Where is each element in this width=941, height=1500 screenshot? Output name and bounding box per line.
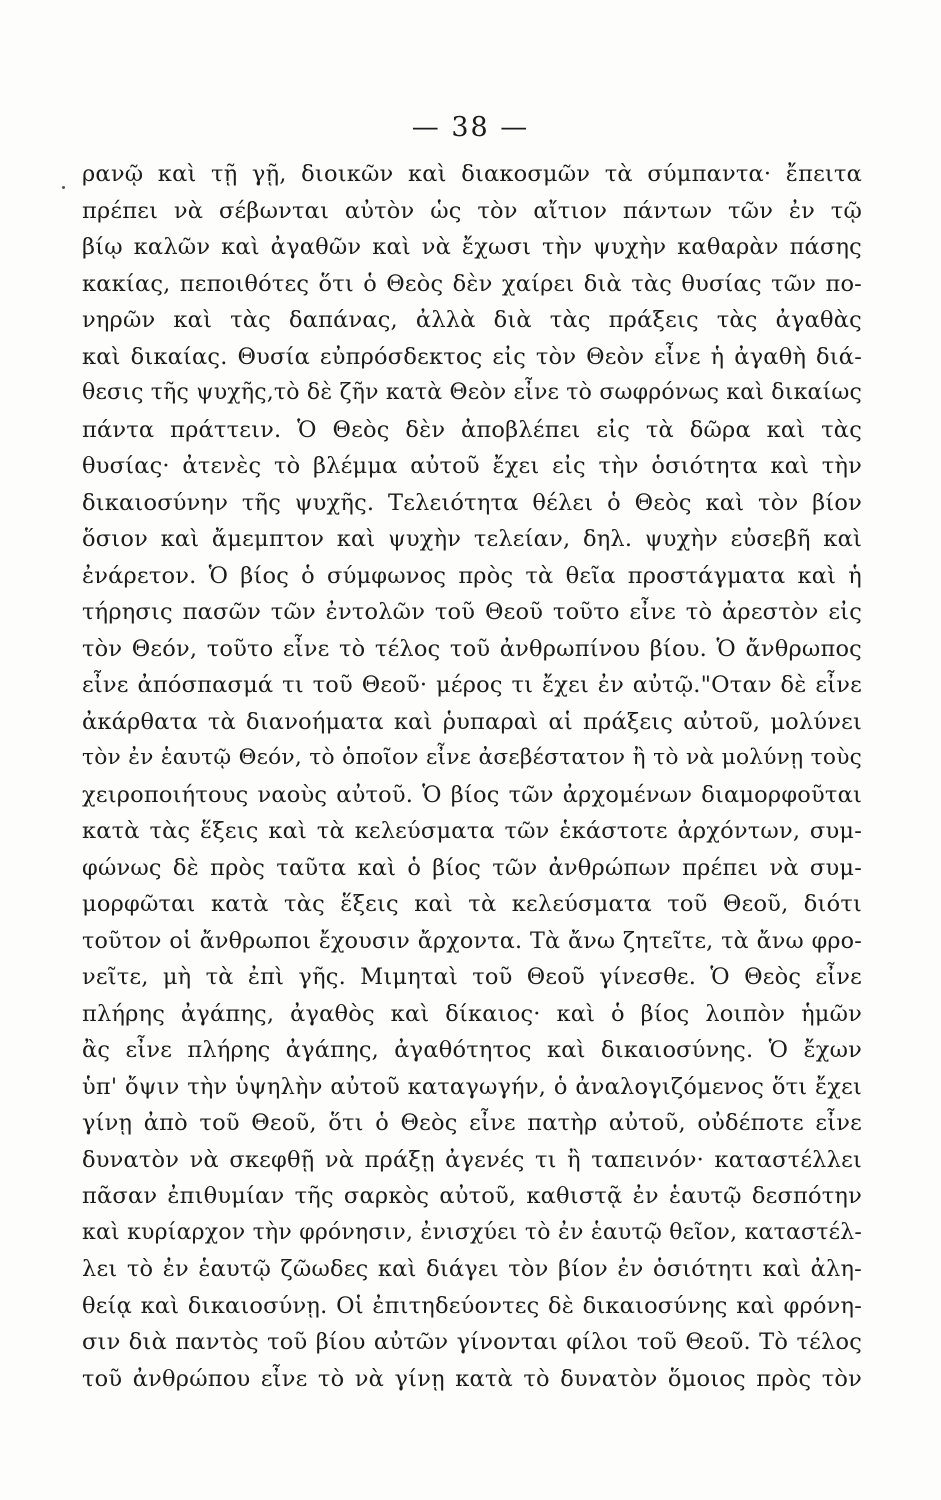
- text-line: πλήρης ἀγάπης, ἀγαθὸς καὶ δίκαιος· καὶ ὁ βίος λοιπὸν ἡμῶν: [82, 1000, 862, 1027]
- text-line: χειροποιήτους ναοὺς αὐτοῦ. Ὁ βίος τῶν ἀρχομένων διαμορφοῦται: [82, 781, 862, 808]
- text-line: ὑπ' ὄψιν τὴν ὑψηλὴν αὐτοῦ καταγωγήν, ὁ ἀναλογιζόμενος ὅτι ἔχει: [82, 1073, 862, 1100]
- text-line: νεῖτε, μὴ τὰ ἐπὶ γῆς. Μιμηταὶ τοῦ Θεοῦ γίνεσθε. Ὁ Θεὸς εἶνε: [82, 964, 862, 990]
- text-line: βίῳ καλῶν καὶ ἀγαθῶν καὶ νὰ ἔχωσι τὴν ψυχὴν καθαρὰν πάσης: [82, 234, 862, 260]
- text-line: μορφῶται κατὰ τὰς ἕξεις καὶ τὰ κελεύσματα τοῦ Θεοῦ, διότι: [82, 891, 862, 917]
- text-line: τοῦ ἀνθρώπου εἶνε τὸ νὰ γίνῃ κατὰ τὸ δυνατὸν ὅμοιος πρὸς τὸν: [82, 1365, 862, 1392]
- text-line: λει τὸ ἐν ἑαυτῷ ζῶωδες καὶ διάγει τὸν βίον ἐν ὁσιότητι καὶ ἀλη-: [82, 1256, 862, 1282]
- text-line: τὸν ἐν ἑαυτῷ Θεόν, τὸ ὁποῖον εἶνε ἀσεβέστατον ἢ τὸ νὰ μολύνῃ τοὺς: [82, 745, 862, 770]
- body-text: [82, 156, 862, 1397]
- text-line: ὅσιον καὶ ἄμεμπτον καὶ ψυχὴν τελείαν, δηλ. ψυχὴν εὐσεβῆ καὶ: [82, 526, 862, 552]
- text-line: καὶ δικαίας. Θυσία εὐπρόσδεκτος εἰς τὸν Θεὸν εἶνε ἡ ἀγαθὴ διά-: [82, 343, 862, 370]
- text-line: πᾶσαν ἐπιθυμίαν τῆς σαρκὸς αὐτοῦ, καθιστᾷ ἐν ἑαυτῷ δεσπότην: [82, 1183, 862, 1209]
- page-number: — 38 —: [411, 112, 530, 143]
- text-line: θεσις τῆς ψυχῆς,τὸ δὲ ζῆν κατὰ Θεὸν εἶνε τὸ σωφρόνως καὶ δικαίως: [82, 380, 863, 405]
- text-line: ἀκάρθατα τὰ διανοήματα καὶ ῥυπαραὶ αἱ πράξεις αὐτοῦ, μολύνει: [82, 708, 862, 735]
- text-line: κατὰ τὰς ἕξεις καὶ τὰ κελεύσματα τῶν ἑκάστοτε ἀρχόντων, συμ-: [82, 818, 862, 844]
- text-line: δικαιοσύνην τῆς ψυχῆς. Τελειότητα θέλει ὁ Θεὸς καὶ τὸν βίον: [82, 489, 862, 516]
- text-line: φώνως δὲ πρὸς ταῦτα καὶ ὁ βίος τῶν ἀνθρώπων πρέπει νὰ συμ-: [82, 854, 862, 881]
- text-line: πρέπει νὰ σέβωνται αὐτὸν ὡς τὸν αἴτιον πάντων τῶν ἐν τῷ: [82, 197, 862, 224]
- text-line: νηρῶν καὶ τὰς δαπάνας, ἀλλὰ διὰ τὰς πράξεις τὰς ἀγαθὰς: [82, 307, 862, 333]
- text-line: εἶνε ἀπόσπασμά τι τοῦ Θεοῦ· μέρος τι ἔχει ἐν αὐτῷ."Οταν δὲ εἶνε: [82, 672, 862, 698]
- text-line: ἂς εἶνε πλήρης ἀγάπης, ἀγαθότητος καὶ δικαιοσύνης. Ὁ ἔχων: [82, 1037, 862, 1063]
- text-line: θείᾳ καὶ δικαιοσύνῃ. Οἱ ἐπιτηδεύοντες δὲ δικαιοσύνης καὶ φρόνη-: [82, 1292, 862, 1319]
- text-line: καὶ κυρίαρχον τὴν φρόνησιν, ἐνισχύει τὸ ἐν ἑαυτῷ θεῖον, καταστέλ-: [82, 1219, 862, 1245]
- text-line: ρανῷ καὶ τῇ γῇ, διοικῶν καὶ διακοσμῶν τὰ σύμπαντα· ἔπειτα: [82, 161, 862, 187]
- text-line: ἐνάρετον. Ὁ βίος ὁ σύμφωνος πρὸς τὰ θεῖα προστάγματα καὶ ἡ: [82, 562, 862, 589]
- text-line: τὸν Θεόν, τοῦτο εἶνε τὸ τέλος τοῦ ἀνθρωπίνου βίου. Ὁ ἄνθρωπος: [82, 635, 862, 662]
- text-line: κακίας, πεποιθότες ὅτι ὁ Θεὸς δὲν χαίρει διὰ τὰς θυσίας τῶν πο-: [82, 270, 862, 297]
- text-line: πάντα πράττειν. Ὁ Θεὸς δὲν ἀποβλέπει εἰς τὰ δῶρα καὶ τὰς: [82, 416, 862, 443]
- text-line: τήρησις πασῶν τῶν ἐντολῶν τοῦ Θεοῦ τοῦτο εἶνε τὸ ἀρεστὸν εἰς: [82, 599, 862, 625]
- text-line: γίνῃ ἀπὸ τοῦ Θεοῦ, ὅτι ὁ Θεὸς εἶνε πατὴρ αὐτοῦ, οὐδέποτε εἶνε: [82, 1110, 862, 1136]
- text-line: θυσίας· ἀτενὲς τὸ βλέμμα αὐτοῦ ἔχει εἰς τὴν ὁσιότητα καὶ τὴν: [82, 453, 862, 479]
- text-line: τοῦτον οἱ ἄνθρωποι ἔχουσιν ἄρχοντα. Τὰ ἄνω ζητεῖτε, τὰ ἄνω φρο-: [82, 927, 862, 954]
- ink-speck: [62, 186, 65, 189]
- text-line: σιν διὰ παντὸς τοῦ βίου αὐτῶν γίνονται φίλοι τοῦ Θεοῦ. Τὸ τέλος: [82, 1329, 862, 1355]
- text-line: δυνατὸν νὰ σκεφθῇ νὰ πράξῃ ἀγενές τι ἢ ταπεινόν· καταστέλλει: [82, 1146, 862, 1173]
